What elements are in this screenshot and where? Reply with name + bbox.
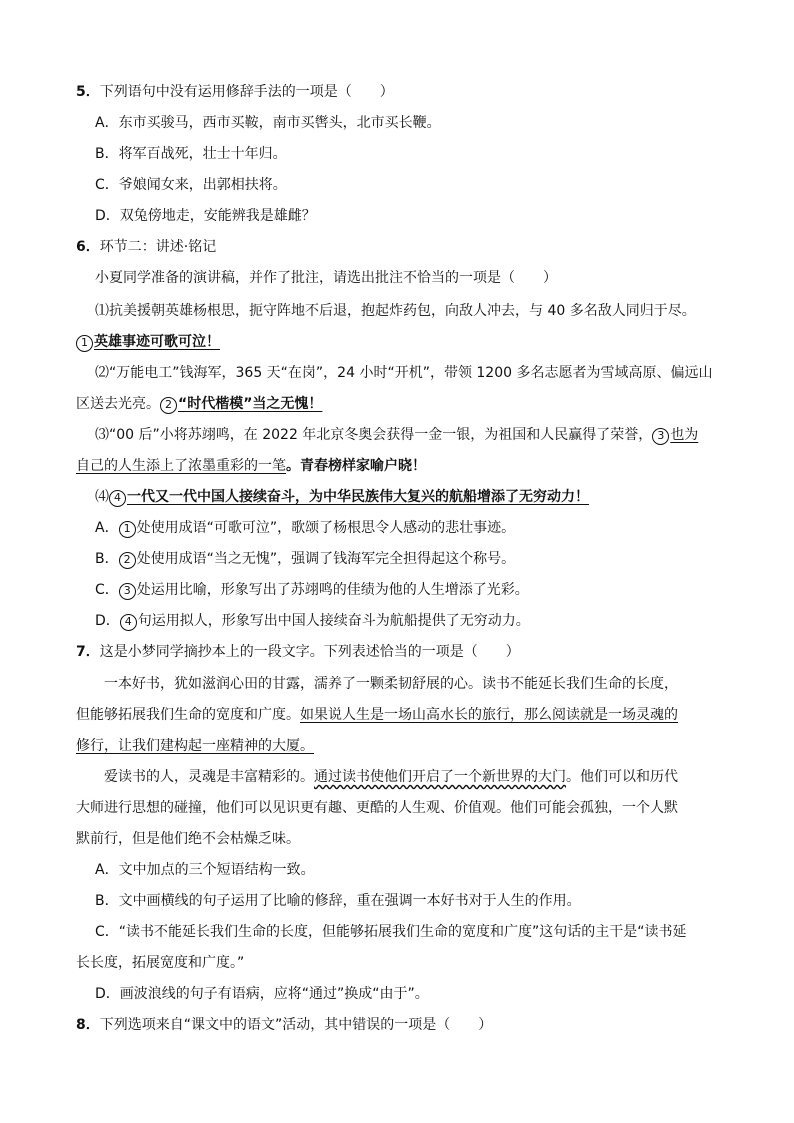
- q5-option-c: C．爷娘闻女来，出郭相扶将。: [95, 177, 287, 193]
- q7-passage-para-1-line-2: 但能够拓展我们生命的宽度和广度。如果说人生是一场山高水长的旅行，那么阅读就是一场灵魂的: [76, 707, 678, 723]
- question-5-stem: 5．下列语句中没有运用修辞手法的一项是（ ）: [76, 84, 394, 100]
- circled-number: 4: [109, 490, 126, 507]
- q7-option-d: D．画波浪线的句子有语病，应将“通过”换成“由于”。: [95, 986, 429, 1002]
- q7-option-c: C．“读书不能延长我们生命的长度，但能够拓展我们生命的宽度和广度”这句话的主干是“读书延: [95, 924, 687, 940]
- q6-option-c: C． 3 处运用比喻，形象写出了苏翊鸣的佳绩为他的人生增添了光彩。: [95, 582, 529, 598]
- q7-passage-para-2: 爱读书的人，灵魂是丰富精彩的。通过读书使他们开启了一个新世界的大门。他们可以和历代: [104, 769, 678, 785]
- q7-passage-para-2-line-3: 默前行，但是他们绝不会枯燥乏味。: [76, 831, 300, 847]
- q5-option-b: B．将军百战死，壮士十年归。: [95, 146, 287, 162]
- circled-number: 4: [120, 614, 137, 631]
- q6-paragraph-3: ⑶“00 后”小将苏翊鸣，在 2022 年北京冬奥会获得一金一银，为祖国和人民赢得了荣誉， 3 也为: [95, 427, 699, 443]
- question-number: 6．: [76, 239, 100, 255]
- q7-option-a: A．文中加点的三个短语结构一致。: [95, 862, 315, 878]
- q5-option-d: D．双兔傍地走，安能辨我是雄雌？: [95, 208, 316, 224]
- circled-number: 1: [119, 521, 136, 538]
- circled-number: 2: [119, 552, 136, 569]
- q6-paragraph-2: ⑵“万能电工”钱海军，365 天“在岗”，24 小时“开机”，带领 1200 多名志愿者为雪域高原、偏远山: [95, 365, 713, 381]
- q7-option-c-cont: 长长度，拓展宽度和广度。”: [76, 955, 245, 971]
- q5-option-a: A．东市买骏马，西市买鞍，南市买辔头，北市买长鞭。: [95, 115, 441, 131]
- q6-intro: 小夏同学准备的演讲稿，并作了批注，请选出批注不恰当的一项是（ ）: [95, 270, 557, 286]
- question-number: 8．: [76, 1017, 100, 1033]
- q6-paragraph-1: ⑴抗美援朝英雄杨根思，扼守阵地不后退，抱起炸药包，向敌人冲去，与 40 多名敌人同归于尽。: [95, 303, 696, 319]
- circled-number: 2: [160, 397, 177, 414]
- question-6-stem: 6．环节二：讲述·铭记: [76, 239, 217, 255]
- q6-option-b: B． 2 处使用成语“当之无愧”，强调了钱海军完全担得起这个称号。: [95, 551, 516, 567]
- circled-number: 3: [119, 583, 136, 600]
- q7-passage-para-1-line-3: 修行，让我们建构起一座精神的大厦。: [76, 738, 314, 754]
- question-number: 5．: [76, 84, 100, 100]
- q6-option-d: D． 4 句运用拟人，形象写出中国人接续奋斗为航船提供了无穷动力。: [95, 613, 530, 629]
- q7-passage-para-1: 一本好书，犹如滋润心田的甘露，濡养了一颗柔韧舒展的心。读书不能延长我们生命的长度，: [104, 676, 678, 692]
- question-8-stem: 8．下列选项来自“课文中的语文”活动，其中错误的一项是（ ）: [76, 1017, 493, 1033]
- q7-passage-para-2-line-2: 大师进行思想的碰撞，他们可以见识更有趣、更酷的人生观、价值观。他们可能会孤独，一个人默: [76, 800, 678, 816]
- q6-annotation-1: 1 英雄事迹可歌可泣！: [76, 333, 220, 352]
- q6-option-a: A． 1 处使用成语“可歌可泣”，歌颂了杨根思令人感动的悲壮事迹。: [95, 520, 516, 536]
- q7-option-b: B．文中画横线的句子运用了比喻的修辞，重在强调一本好书对于人生的作用。: [95, 893, 581, 909]
- q6-annotation-2: 区送去光亮。 2 “时代楷模”当之无愧！: [76, 396, 323, 412]
- circled-number: 3: [652, 428, 669, 445]
- question-7-stem: 7．这是小梦同学摘抄本上的一段文字。下列表述恰当的一项是（ ）: [76, 644, 520, 660]
- q6-paragraph-3-cont: 自己的人生添上了浓墨重彩的一笔。青春榜样家喻户晓！: [76, 458, 426, 474]
- question-number: 7．: [76, 644, 100, 660]
- q6-paragraph-4: ⑷ 4 一代又一代中国人接续奋斗，为中华民族伟大复兴的航船增添了无穷动力！: [95, 489, 589, 505]
- circled-number: 1: [76, 335, 93, 352]
